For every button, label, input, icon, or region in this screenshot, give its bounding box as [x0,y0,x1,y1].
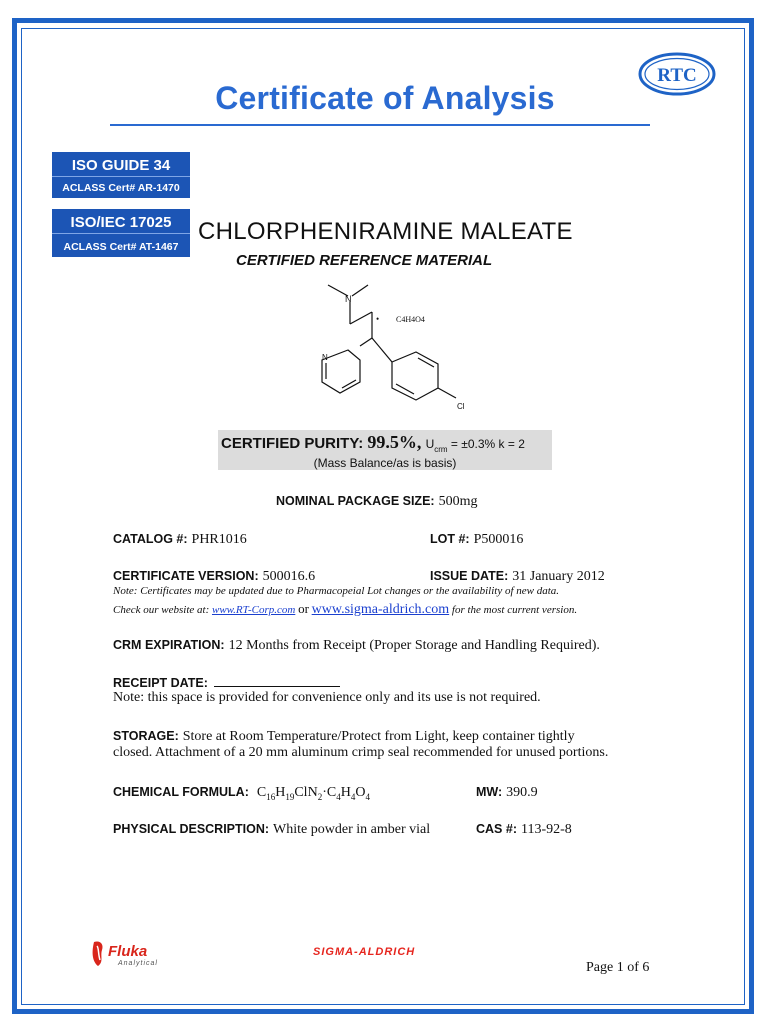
product-name: CHLORPHENIRAMINE MALEATE [198,218,573,245]
iso-guide-cert: ACLASS Cert# AR-1470 [62,182,180,194]
package-size [276,492,477,510]
receipt-date-label: RECEIPT DATE: [113,676,208,690]
mw-value: 390.9 [506,785,538,800]
version-value: 500016.6 [262,569,316,584]
uncertainty-value: = ±0.3% k = 2 [447,437,525,451]
title-divider [110,124,650,126]
website-note-suffix: for the most current version. [451,604,578,616]
n-label: N [345,294,352,304]
badge-divider [52,233,190,234]
fluka-logo-text: Fluka [108,943,148,960]
iso-iec-cert: ACLASS Cert# AT-1467 [63,241,179,253]
website-note [113,601,577,618]
rtc-logo [638,52,716,96]
catalog-value: PHR1016 [191,532,247,547]
bullet-glyph: • [376,314,380,324]
issue-date-value: 31 January 2012 [512,569,605,584]
uncertainty-symbol: U [425,437,435,451]
package-size-value: 500mg [438,494,478,509]
physical-value: White powder in amber vial [273,822,431,837]
cas-value: 113-92-8 [520,822,572,837]
package-size-label: NOMINAL PACKAGE SIZE: [276,494,435,508]
page-title: Certificate of Analysis [215,80,555,116]
catalog-label: CATALOG #: [113,532,188,546]
certified-purity [221,432,525,454]
fluka-logo-subtext: Analytical [118,960,158,967]
catalog-number [113,530,247,548]
badge-divider [52,176,190,177]
iso-iec-badge [52,209,190,257]
issue-date [430,567,605,585]
update-note: Note: Certificates may be updated due to Pharmacopeial Lot changes or the availability of new data. [113,585,560,597]
sigma-aldrich-logo: SIGMA-ALDRICH [313,946,416,958]
issue-date-label: ISSUE DATE: [430,569,509,583]
page-number: Page 1 of 6 [586,960,650,975]
version-label: CERTIFICATE VERSION: [113,569,259,583]
expiration-value: 12 Months from Receipt (Proper Storage and Handling Required). [228,638,600,653]
cas-number [476,820,572,838]
purity-basis: (Mass Balance/as is basis) [313,456,457,470]
formula-label: CHEMICAL FORMULA: [113,785,249,799]
n-ring-label: N [322,353,328,362]
rtc-logo-text: RTC [657,65,697,86]
purity-value: 99.5%, [367,432,422,452]
physical-description [113,820,430,838]
iso-guide-badge [52,152,190,198]
chemical-structure [300,280,480,415]
formula-value: $C_{16}H_{19}ClN_2\cdot C_4H_4O_4$ [256,785,370,802]
storage [113,727,575,745]
molecular-weight [476,783,538,801]
lot-value: P500016 [473,532,524,547]
iso-guide-title: ISO GUIDE 34 [71,157,171,174]
product-subtitle: CERTIFIED REFERENCE MATERIAL [236,252,493,269]
expiration-label: CRM EXPIRATION: [113,638,225,652]
lot-label: LOT #: [430,532,470,546]
cl-label: Cl [457,402,465,411]
cas-label: CAS #: [476,822,517,836]
mw-label: MW: [476,785,503,799]
physical-label: PHYSICAL DESCRIPTION: [113,822,270,836]
certificate-version [113,567,315,585]
storage-line2: closed. Attachment of a 20 mm aluminum crimp seal recommended for unused portions. [113,745,609,760]
crm-expiration [113,636,600,654]
lot-number [430,530,523,548]
salt-formula: C4H4O4 [396,315,425,324]
chemical-formula [113,783,370,802]
sigma-aldrich-link[interactable]: www.sigma-aldrich.com [311,602,450,617]
iso-iec-title: ISO/IEC 17025 [70,214,172,231]
receipt-note: Note: this space is provided for convenience only and its use is not required. [113,690,541,705]
storage-label: STORAGE: [113,729,179,743]
rt-corp-link[interactable]: www.RT-Corp.com [211,604,296,616]
website-note-prefix: Check our website at: [113,604,210,616]
uncertainty-subscript: crm [434,445,448,454]
fluka-logo [90,938,180,968]
purity-label: CERTIFIED PURITY: [221,435,364,452]
or-text: or [298,601,309,616]
storage-line1: Store at Room Temperature/Protect from Light, keep container tightly [182,729,575,744]
receipt-date-blank[interactable] [214,674,340,687]
